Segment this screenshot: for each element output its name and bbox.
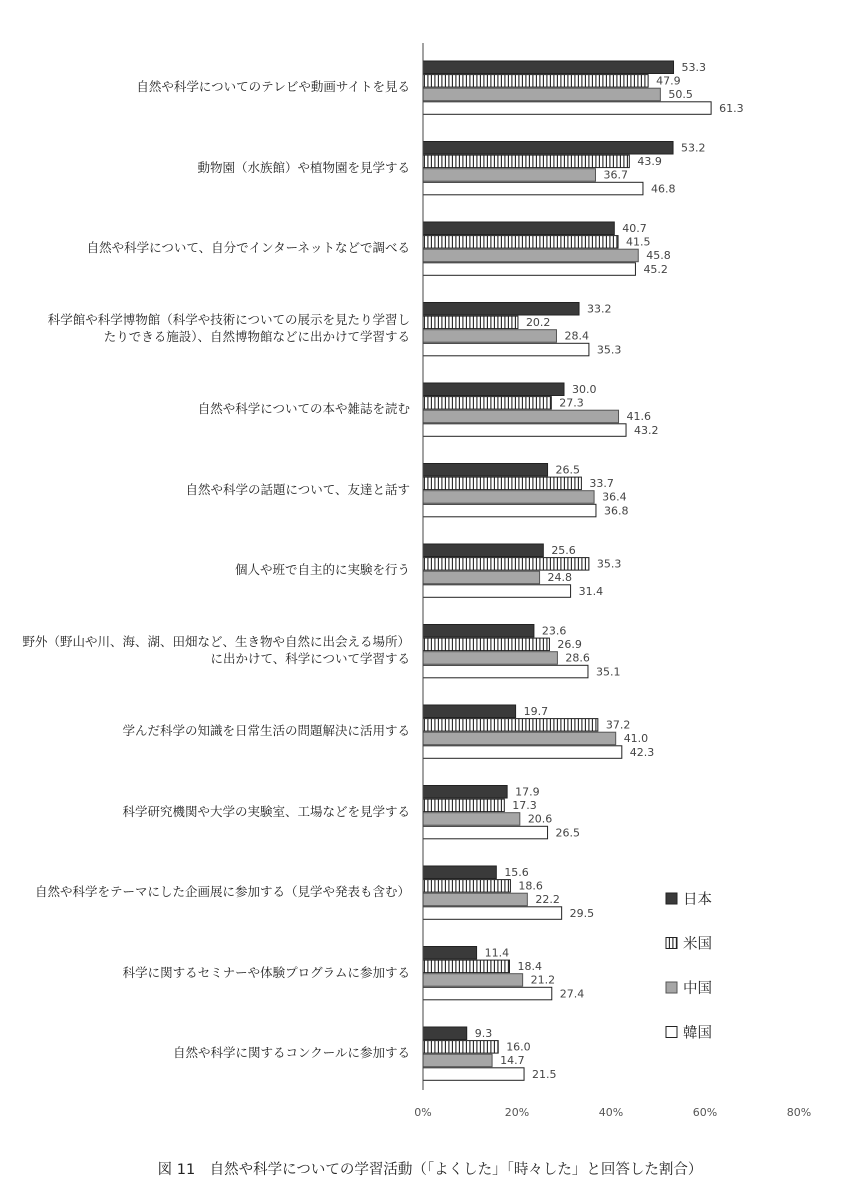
bar [423,1027,467,1040]
category-label [0,964,410,981]
bar [423,786,507,799]
bar-value-label: 24.8 [547,571,573,585]
category-label-line: に出かけて、科学について学習する [210,651,410,667]
category-label [0,400,410,417]
bar [423,960,509,973]
bar-value-label: 25.6 [551,544,576,557]
bar-value-label: 26.5 [555,463,581,477]
category-label-line: 自然や科学についての本や雑誌を読む [197,401,410,417]
bar-value-label: 17.3 [512,799,537,813]
bar-value-label: 26.9 [557,638,582,652]
bar [423,102,711,115]
bar-value-label: 35.3 [596,343,622,357]
category-label-line: 自然や科学をテーマにした企画展に参加する（見学や発表も含む） [34,884,410,900]
bar-value-label: 15.6 [504,866,529,879]
category-label [0,159,410,176]
bar [423,705,516,718]
bar [423,558,589,571]
category-label [0,722,410,739]
bar [423,1041,498,1054]
category-label-line: たりできる施設）、自然博物館などに出かけて学習する [103,329,410,345]
bar-value-label: 28.4 [564,329,589,343]
bar [423,410,619,423]
bar-value-label: 35.1 [595,665,621,679]
bar [423,504,596,517]
category-label [0,561,410,578]
legend-swatch [666,1027,677,1038]
bar [423,169,595,182]
bar-value-label: 53.3 [681,61,707,74]
bar [423,316,518,329]
bar [423,464,548,477]
bar [423,880,510,893]
bar [423,907,562,920]
bar [423,222,614,235]
x-tick-label: 60% [692,1106,718,1119]
x-tick-label: 0% [414,1106,432,1119]
bar-value-label: 29.5 [569,906,595,920]
bar-value-label: 27.3 [559,396,584,410]
bar-value-label: 43.9 [637,155,662,169]
x-tick-label: 20% [504,1106,530,1119]
bar [423,1068,524,1081]
category-label [0,78,410,95]
bar [423,142,673,155]
category-label-line: 自然や科学についてのテレビや動画サイトを見る [136,79,410,95]
bar-value-label: 23.6 [541,624,567,638]
bar-value-label: 33.7 [589,477,614,491]
bar-value-label: 17.9 [515,785,540,799]
category-label [0,239,410,256]
category-label [0,311,410,345]
bar-value-label: 11.4 [484,946,510,960]
bar [423,330,556,343]
bar-value-label: 40.7 [622,222,647,235]
category-label-line: 学んだ科学の知識を日常生活の問題解決に活用する [122,723,410,739]
bar-value-label: 53.2 [681,141,706,155]
category-label-line: 科学館や科学博物館（科学や技術についての展示を見たり学習し [47,312,410,328]
bar-value-label: 41.5 [626,235,651,249]
bar [423,638,549,651]
bar [423,571,540,584]
bar-value-label: 26.5 [555,826,581,840]
bar-value-label: 9.3 [474,1027,493,1040]
bar [423,813,520,826]
bar [423,397,551,410]
bar [423,383,564,396]
bar-value-label: 30.0 [572,383,597,396]
bar-value-label: 36.4 [602,490,627,504]
bar-value-label: 18.6 [518,879,543,893]
bar-value-label: 33.2 [587,302,612,316]
bar-value-label: 47.9 [656,74,681,88]
category-label [0,1044,410,1061]
bar-value-label: 36.7 [603,168,628,182]
bar-value-label: 43.2 [634,423,659,437]
category-label-line: 科学に関するセミナーや体験プログラムに参加する [122,964,410,980]
legend-label: 中国 [683,981,712,997]
category-label-line: 動物園（水族館）や植物園を見学する [197,159,410,175]
bar [423,746,622,759]
bar [423,625,534,638]
category-label [0,481,410,498]
bar [423,236,618,249]
bar-value-label: 28.6 [565,651,590,665]
bar [423,182,643,195]
bar [423,665,588,678]
bar [423,491,594,504]
bar-value-label: 19.7 [523,705,549,718]
bar [423,947,477,960]
bar-value-label: 20.6 [527,812,553,826]
category-label-line: 自然や科学の話題について、友達と話す [185,481,410,497]
bar-value-label: 22.2 [535,893,560,907]
bar [423,75,648,88]
bar [423,799,504,812]
bar-value-label: 18.4 [517,960,542,974]
bar-value-label: 50.5 [668,88,693,102]
bar [423,155,629,168]
bar-value-label: 36.8 [603,504,629,518]
bar [423,719,598,732]
category-label-line: 自然や科学について、自分でインターネットなどで調べる [86,240,410,256]
bar-value-label: 42.3 [629,745,655,759]
legend-swatch [666,938,677,949]
bar [423,987,552,1000]
legend-swatch [666,893,677,904]
bar-value-label: 46.8 [650,182,676,196]
bar [423,249,638,262]
bar-value-label: 27.4 [559,987,585,1001]
bar-value-label: 41.6 [626,410,652,424]
category-label-line: 個人や班で自主的に実験を行う [234,562,410,578]
bar [423,343,589,356]
bar [423,826,548,839]
category-label-line: 自然や科学に関するコンクールに参加する [172,1045,410,1061]
bar-value-label: 41.0 [623,732,649,746]
bar-value-label: 21.2 [530,973,556,987]
legend-swatch [666,982,677,993]
bar [423,61,674,74]
legend [666,891,712,1042]
bar [423,893,527,906]
legend-label: 米国 [683,936,712,953]
bar [423,544,543,557]
bar-value-label: 20.2 [525,316,551,330]
category-label [0,803,410,820]
x-tick-label: 40% [598,1106,624,1119]
bar [423,1054,492,1067]
category-label-line: 科学研究機関や大学の実験室、工場などを見学する [122,803,410,819]
bar [423,974,523,987]
bar-value-label: 45.8 [646,249,671,263]
bar [423,585,571,598]
bar [423,477,581,490]
bar-value-label: 21.5 [532,1067,557,1081]
chart-title: 図 11 自然や科学についての学習活動（「よくした」「時々した」と回答した割合） [157,1162,703,1178]
bar-value-label: 14.7 [500,1054,525,1068]
bar-value-label: 35.3 [596,557,622,571]
bar [423,424,626,437]
bar [423,652,557,665]
legend-label: 韓国 [683,1025,712,1042]
bar-value-label: 45.2 [643,262,668,276]
bar-value-label: 16.0 [506,1040,531,1054]
category-label-line: 野外（野山や川、海、湖、田畑など、生き物や自然に出会える場所） [22,634,410,650]
category-label [0,633,410,667]
bar-value-label: 37.2 [605,718,631,732]
bar [423,263,635,276]
category-label [0,883,410,900]
bar-value-label: 31.4 [578,584,604,598]
x-tick-label: 80% [786,1106,812,1119]
bar [423,88,660,101]
bar [423,303,579,316]
bar [423,732,616,745]
bar-value-label: 61.3 [719,101,744,115]
legend-label: 日本 [683,892,712,908]
bar [423,866,496,879]
